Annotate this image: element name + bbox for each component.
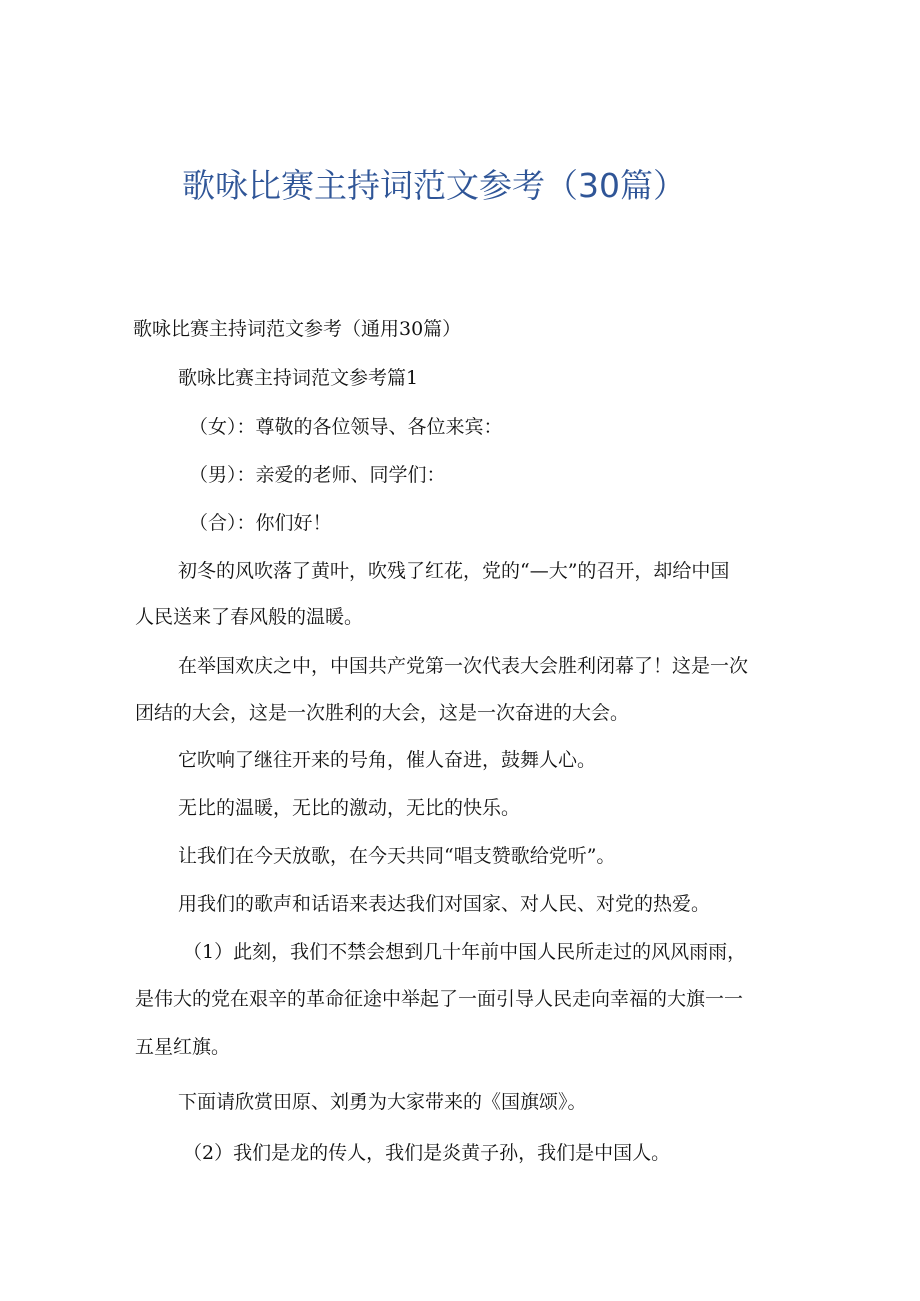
paragraph-line: 用我们的歌声和话语来表达我们对国家、对人民、对党的热爱。 <box>178 893 711 915</box>
section-heading: 歌咏比赛主持词范文参考篇1 <box>178 367 419 389</box>
paragraph-line: （男）：亲爱的老师、同学们： <box>189 464 446 486</box>
paragraph-line: 无比的温暖，无比的激动，无比的快乐。 <box>178 797 521 819</box>
paragraph-line: 人民送来了春风般的温暖。 <box>135 606 364 628</box>
paragraph-line: 团结的大会，这是一次胜利的大会，这是一次奋进的大会。 <box>135 702 630 724</box>
paragraph-line: 初冬的风吹落了黄叶，吹残了红花，党的“—大”的召开，却给中国 <box>178 560 730 582</box>
paragraph-line: 在举国欢庆之中，中国共产党第一次代表大会胜利闭幕了！这是一次 <box>178 655 749 677</box>
paragraph-line: （女）：尊敬的各位领导、各位来宾： <box>189 416 503 438</box>
subtitle-line: 歌咏比赛主持词范文参考（通用30篇） <box>133 318 462 340</box>
paragraph-line: 让我们在今天放歌，在今天共同“唱支赞歌给党听”。 <box>178 845 616 867</box>
paragraph-line: 下面请欣赏田原、刘勇为大家带来的《国旗颂》。 <box>178 1091 587 1113</box>
paragraph-line: 五星红旗。 <box>135 1036 231 1058</box>
paragraph-line: （合）：你们好！ <box>189 512 332 534</box>
paragraph-line: （2）我们是龙的传人，我们是炎黄子孙，我们是中国人。 <box>183 1142 671 1164</box>
paragraph-line: 是伟大的党在艰辛的革命征途中举起了一面引导人民走向幸福的大旗一一 <box>135 988 744 1010</box>
paragraph-line: 它吹响了继往开来的号角，催人奋进，鼓舞人心。 <box>178 749 597 771</box>
document-title: 歌咏比赛主持词范文参考（30篇） <box>182 166 686 205</box>
paragraph-line: （1）此刻，我们不禁会想到几十年前中国人民所走过的风风雨雨， <box>183 941 747 963</box>
